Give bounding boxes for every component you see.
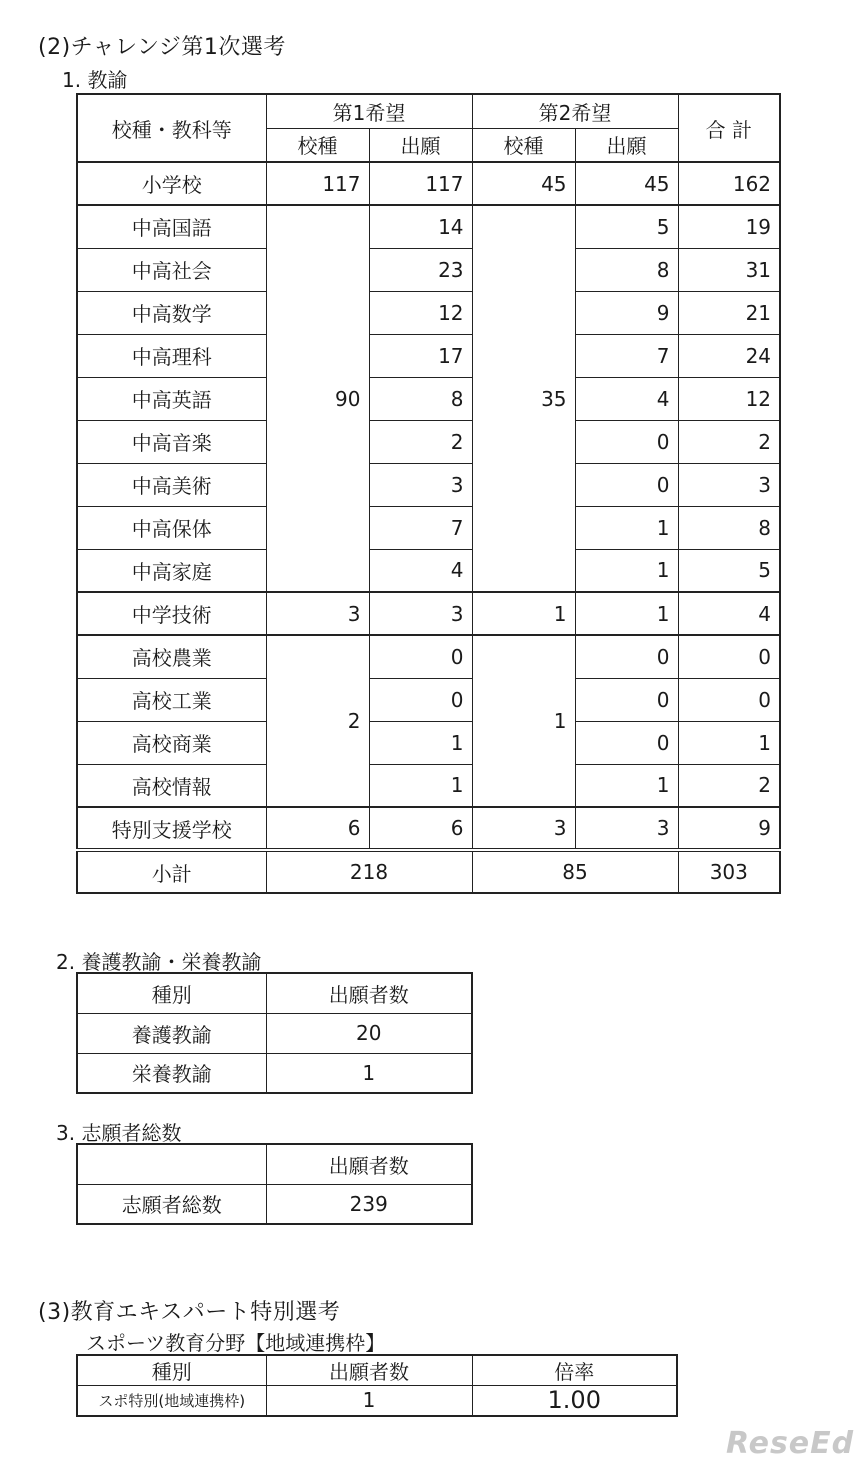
cell-first-app: 12 [369, 291, 472, 334]
cell-first-app: 14 [369, 205, 472, 248]
cell-total: 21 [678, 291, 780, 334]
row-value: 1 [266, 1053, 472, 1093]
cell-total: 2 [678, 764, 780, 807]
cell-second-school-group-middle: 35 [472, 205, 575, 592]
row-label: 養護教諭 [77, 1013, 266, 1053]
cell-first-app: 1 [369, 721, 472, 764]
row-label: 中高音楽 [77, 420, 266, 463]
expert-header-row [77, 1355, 677, 1386]
cell-first-app: 8 [369, 377, 472, 420]
cell-first-app: 6 [369, 807, 472, 850]
cell-second-app: 1 [575, 764, 678, 807]
row-label: 特別支援学校 [77, 807, 266, 850]
cell-first-school: 6 [266, 807, 369, 850]
table-row [77, 334, 780, 377]
cell-second-app: 1 [575, 549, 678, 592]
cell-second-app: 0 [575, 678, 678, 721]
cell-second-school: 45 [472, 162, 575, 205]
cell-total: 9 [678, 807, 780, 850]
cell-first-school-group-high: 2 [266, 635, 369, 807]
expert-col-type: 種別 [77, 1355, 266, 1386]
cell-second-app: 0 [575, 721, 678, 764]
cell-total: 5 [678, 549, 780, 592]
header-row-1 [77, 94, 780, 128]
table-row [77, 678, 780, 721]
col-header-first-school: 校種 [266, 128, 369, 162]
teachers-table [76, 93, 781, 894]
nurse-title: 2. 養護教諭・栄養教諭 [56, 950, 262, 974]
cell-second-school: 3 [472, 807, 575, 850]
table-row [77, 1013, 472, 1053]
cell-second-school-group-high: 1 [472, 635, 575, 807]
row-label: 中高社会 [77, 248, 266, 291]
cell-first-app: 4 [369, 549, 472, 592]
cell-total: 162 [678, 162, 780, 205]
table-row [77, 162, 780, 205]
watermark-logo: ReseEd [726, 1426, 854, 1461]
row-label: 高校農業 [77, 635, 266, 678]
table-row [77, 1184, 472, 1224]
table-row [77, 1386, 677, 1416]
cell-second-app: 1 [575, 506, 678, 549]
cell-total: 2 [678, 420, 780, 463]
row-label: 高校商業 [77, 721, 266, 764]
table-row [77, 463, 780, 506]
row-label: 中高理科 [77, 334, 266, 377]
section2-title: (2)チャレンジ第1次選考 [38, 35, 286, 60]
teachers-subtitle: 1. 教諭 [62, 68, 128, 92]
row-label: 中学技術 [77, 592, 266, 635]
col-header-first-app: 出願 [369, 128, 472, 162]
nurse-col-type: 種別 [77, 973, 266, 1013]
cell-second-app: 7 [575, 334, 678, 377]
cell-second-app: 5 [575, 205, 678, 248]
expert-table [76, 1354, 678, 1417]
table-row [77, 764, 780, 807]
cell-first-app: 3 [369, 463, 472, 506]
cell-second-app: 1 [575, 592, 678, 635]
nurse-header-row [77, 973, 472, 1013]
col-header-second-school: 校種 [472, 128, 575, 162]
nurse-col-count: 出願者数 [266, 973, 472, 1013]
cell-total: 3 [678, 463, 780, 506]
cell-second-app: 4 [575, 377, 678, 420]
applicants-table [76, 1143, 473, 1225]
subtotal-first: 218 [266, 850, 472, 893]
row-label: 中高保体 [77, 506, 266, 549]
cell-first-app: 2 [369, 420, 472, 463]
col-header-first-choice: 第1希望 [266, 94, 472, 128]
cell-second-app: 8 [575, 248, 678, 291]
row-label: 中高美術 [77, 463, 266, 506]
cell-total: 4 [678, 592, 780, 635]
cell-first-school: 117 [266, 162, 369, 205]
applicants-header-row [77, 1144, 472, 1184]
row-label: 中高国語 [77, 205, 266, 248]
cell-total: 12 [678, 377, 780, 420]
table-row [77, 1053, 472, 1093]
subtotal-row [77, 850, 780, 893]
row-ratio: 1.00 [472, 1386, 677, 1416]
cell-total: 1 [678, 721, 780, 764]
cell-second-app: 0 [575, 420, 678, 463]
table-row [77, 807, 780, 850]
row-label: 中高数学 [77, 291, 266, 334]
cell-first-app: 17 [369, 334, 472, 377]
row-label: 中高英語 [77, 377, 266, 420]
cell-first-app: 1 [369, 764, 472, 807]
row-value: 20 [266, 1013, 472, 1053]
row-label: 中高家庭 [77, 549, 266, 592]
applicants-col-empty [77, 1144, 266, 1184]
cell-first-app: 117 [369, 162, 472, 205]
table-row [77, 721, 780, 764]
row-label: 高校情報 [77, 764, 266, 807]
table-row [77, 420, 780, 463]
expert-col-ratio: 倍率 [472, 1355, 677, 1386]
cell-first-app: 23 [369, 248, 472, 291]
cell-second-app: 3 [575, 807, 678, 850]
cell-first-school-group-middle: 90 [266, 205, 369, 592]
table-row [77, 506, 780, 549]
cell-total: 8 [678, 506, 780, 549]
cell-second-school: 1 [472, 592, 575, 635]
cell-second-app: 9 [575, 291, 678, 334]
row-label: 小学校 [77, 162, 266, 205]
col-header-second-app: 出願 [575, 128, 678, 162]
cell-total: 0 [678, 635, 780, 678]
row-value: 239 [266, 1184, 472, 1224]
col-header-second-choice: 第2希望 [472, 94, 678, 128]
table-row [77, 248, 780, 291]
table-row [77, 377, 780, 420]
subtotal-total: 303 [678, 850, 780, 893]
table-row [77, 592, 780, 635]
table-row [77, 635, 780, 678]
row-count: 1 [266, 1386, 472, 1416]
subtotal-second: 85 [472, 850, 678, 893]
col-header-category: 校種・教科等 [77, 94, 266, 162]
cell-first-school: 3 [266, 592, 369, 635]
applicants-col-count: 出願者数 [266, 1144, 472, 1184]
table-row [77, 549, 780, 592]
cell-first-app: 0 [369, 678, 472, 721]
cell-second-app: 0 [575, 635, 678, 678]
cell-total: 24 [678, 334, 780, 377]
cell-second-app: 45 [575, 162, 678, 205]
row-label: 高校工業 [77, 678, 266, 721]
cell-second-app: 0 [575, 463, 678, 506]
cell-first-app: 0 [369, 635, 472, 678]
row-label: 志願者総数 [77, 1184, 266, 1224]
section3-title: (3)教育エキスパート特別選考 [38, 1300, 341, 1325]
nurse-table [76, 972, 473, 1094]
row-label: 栄養教諭 [77, 1053, 266, 1093]
subtotal-label: 小計 [77, 850, 266, 893]
row-label: スポ特別(地域連携枠) [77, 1386, 266, 1416]
cell-total: 0 [678, 678, 780, 721]
section3-subtitle: スポーツ教育分野【地域連携枠】 [86, 1331, 386, 1355]
table-row [77, 291, 780, 334]
col-header-total: 合 計 [678, 94, 780, 162]
cell-total: 19 [678, 205, 780, 248]
cell-first-app: 3 [369, 592, 472, 635]
applicants-title: 3. 志願者総数 [56, 1121, 182, 1145]
cell-first-app: 7 [369, 506, 472, 549]
expert-col-count: 出願者数 [266, 1355, 472, 1386]
table-row [77, 205, 780, 248]
cell-total: 31 [678, 248, 780, 291]
